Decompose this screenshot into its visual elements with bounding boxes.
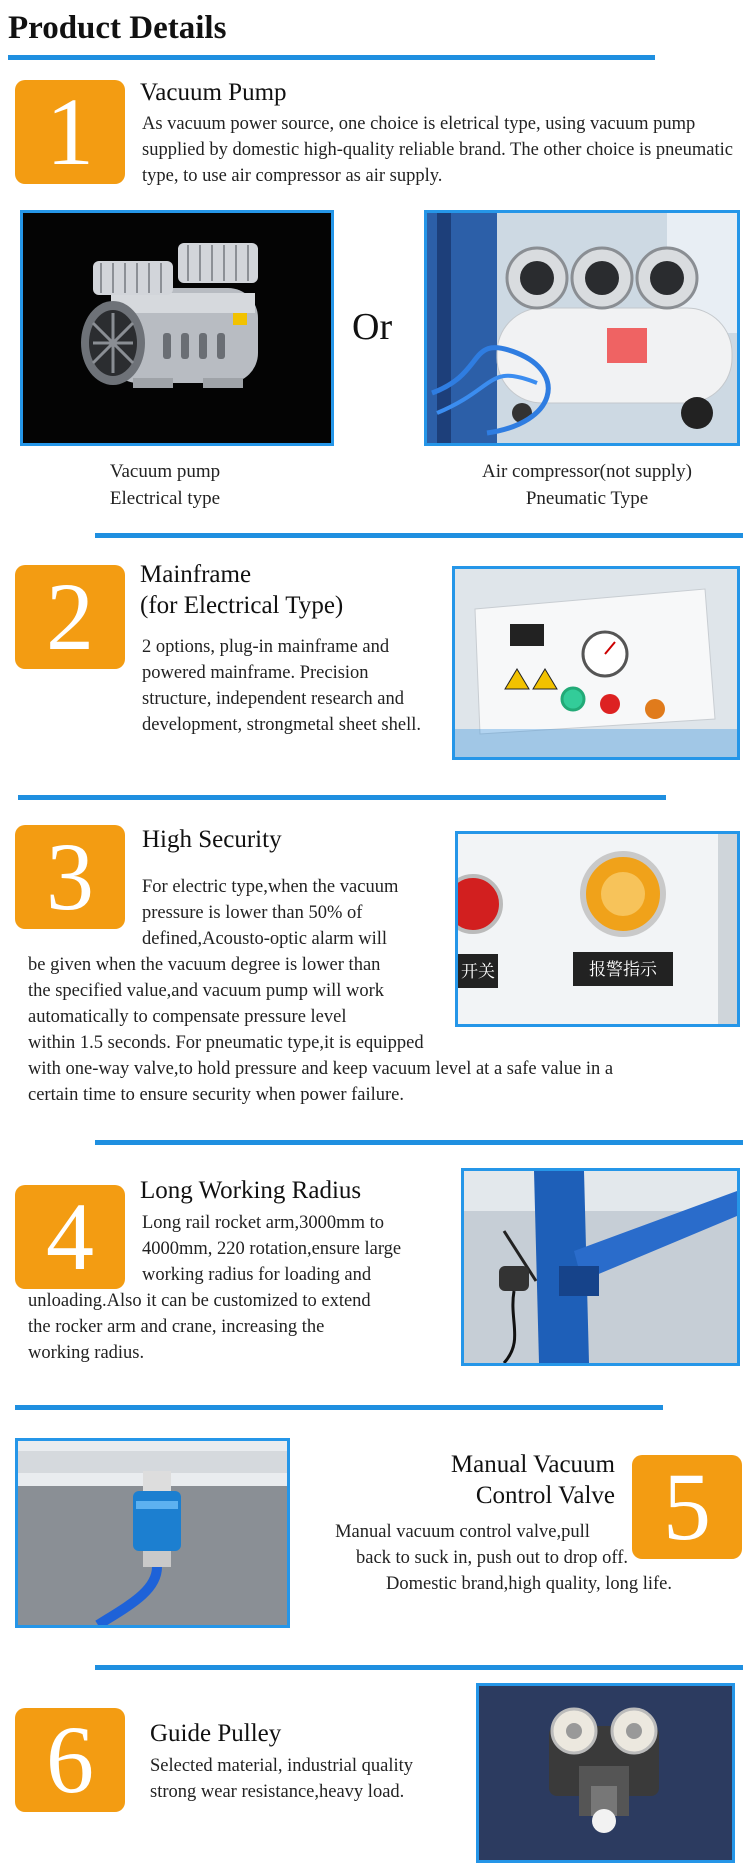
section-text-line: automatically to compensate pressure level bbox=[28, 1007, 347, 1027]
mainframe-photo bbox=[452, 566, 740, 760]
section-number-badge: 4 bbox=[15, 1185, 125, 1289]
section-number-badge: 5 bbox=[632, 1455, 742, 1559]
vacuum-pump-caption bbox=[40, 458, 290, 512]
section-text-line: back to suck in, push out to drop off. bbox=[356, 1548, 628, 1568]
caption-line: Vacuum pump bbox=[109, 461, 221, 482]
alarm-panel-photo bbox=[455, 831, 740, 1027]
section-text-line: For electric type,when the vacuum bbox=[142, 877, 399, 897]
section-divider bbox=[15, 1405, 663, 1410]
vacuum-pump-illustration bbox=[23, 213, 331, 443]
section-text-line: working radius for loading and bbox=[142, 1265, 372, 1285]
caption-line: Electrical type bbox=[109, 488, 221, 509]
section-text-line: within 1.5 seconds. For pneumatic type,it is equipped bbox=[28, 1033, 424, 1053]
rocker-arm-photo bbox=[461, 1168, 740, 1366]
section-text: 2 options, plug-in mainframe and powered mainframe. Precision structure, independent research and development, strongmetal sheet shell. bbox=[142, 637, 421, 735]
caption-line: Pneumatic Type bbox=[525, 488, 649, 509]
section-heading: Long Working Radius bbox=[140, 1177, 362, 1204]
section-heading: Control Valve bbox=[475, 1482, 615, 1509]
section-text-line: the rocker arm and crane, increasing the bbox=[28, 1317, 325, 1337]
section-heading: Guide Pulley bbox=[150, 1720, 282, 1747]
section-heading: Manual Vacuum bbox=[450, 1451, 615, 1478]
alarm-panel-illustration bbox=[458, 834, 737, 1024]
section-text-line: Manual vacuum control valve,pull bbox=[335, 1522, 590, 1542]
rocker-arm-illustration bbox=[464, 1171, 737, 1363]
page-title: Product Details bbox=[8, 10, 227, 46]
section-text-line: Long rail rocket arm,3000mm to bbox=[142, 1213, 384, 1233]
control-valve-photo bbox=[15, 1438, 290, 1628]
section-heading: Mainframe bbox=[140, 561, 252, 588]
air-compressor-illustration bbox=[427, 213, 737, 443]
section-heading: (for Electrical Type) bbox=[140, 592, 344, 619]
panel-label-switch: 开关 bbox=[461, 962, 495, 982]
section-divider bbox=[95, 1665, 743, 1670]
section-number-badge: 3 bbox=[15, 825, 125, 929]
section-text-line: with one-way valve,to hold pressure and keep vacuum level at a safe value in a bbox=[28, 1059, 614, 1079]
caption-line: Air compressor(not supply) bbox=[481, 461, 693, 482]
section-divider bbox=[95, 533, 743, 538]
section-heading: Vacuum Pump bbox=[140, 79, 287, 106]
section-divider bbox=[95, 1140, 743, 1145]
section-divider bbox=[18, 795, 666, 800]
section-number-badge: 2 bbox=[15, 565, 125, 669]
section-text-line: the specified value,and vacuum pump will work bbox=[28, 981, 385, 1001]
section-text-line: certain time to ensure security when power failure. bbox=[28, 1085, 405, 1105]
section-text-line: Selected material, industrial quality bbox=[150, 1756, 414, 1776]
panel-label-alarm: 报警指示 bbox=[589, 960, 657, 980]
section-heading: High Security bbox=[142, 826, 282, 853]
section-text-line: be given when the vacuum degree is lower than bbox=[28, 955, 381, 975]
guide-pulley-photo bbox=[476, 1683, 735, 1863]
section-text-line: defined,Acousto-optic alarm will bbox=[142, 929, 388, 949]
control-valve-illustration bbox=[18, 1441, 287, 1625]
section-text-line: 4000mm, 220 rotation,ensure large bbox=[142, 1239, 402, 1259]
mainframe-illustration bbox=[455, 569, 737, 757]
air-compressor-caption bbox=[442, 458, 732, 512]
or-label: Or bbox=[352, 306, 393, 348]
section-text-line: strong wear resistance,heavy load. bbox=[150, 1782, 405, 1802]
section-text-line: pressure is lower than 50% of bbox=[142, 903, 363, 923]
section-number-badge: 1 bbox=[15, 80, 125, 184]
section-text-line: working radius. bbox=[28, 1343, 145, 1363]
section-text-line: unloading.Also it can be customized to extend bbox=[28, 1291, 371, 1311]
vacuum-pump-photo bbox=[20, 210, 334, 446]
air-compressor-photo bbox=[424, 210, 740, 446]
title-divider bbox=[8, 55, 655, 60]
guide-pulley-illustration bbox=[479, 1686, 732, 1860]
section-text-line: Domestic brand,high quality, long life. bbox=[385, 1574, 672, 1594]
section-text: As vacuum power source, one choice is eletrical type, using vacuum pump supplied by domestic high-quality reliable brand. The other choice is pneumatic type, to use air compressor as air supply. bbox=[142, 114, 733, 186]
section-number-badge: 6 bbox=[15, 1708, 125, 1812]
